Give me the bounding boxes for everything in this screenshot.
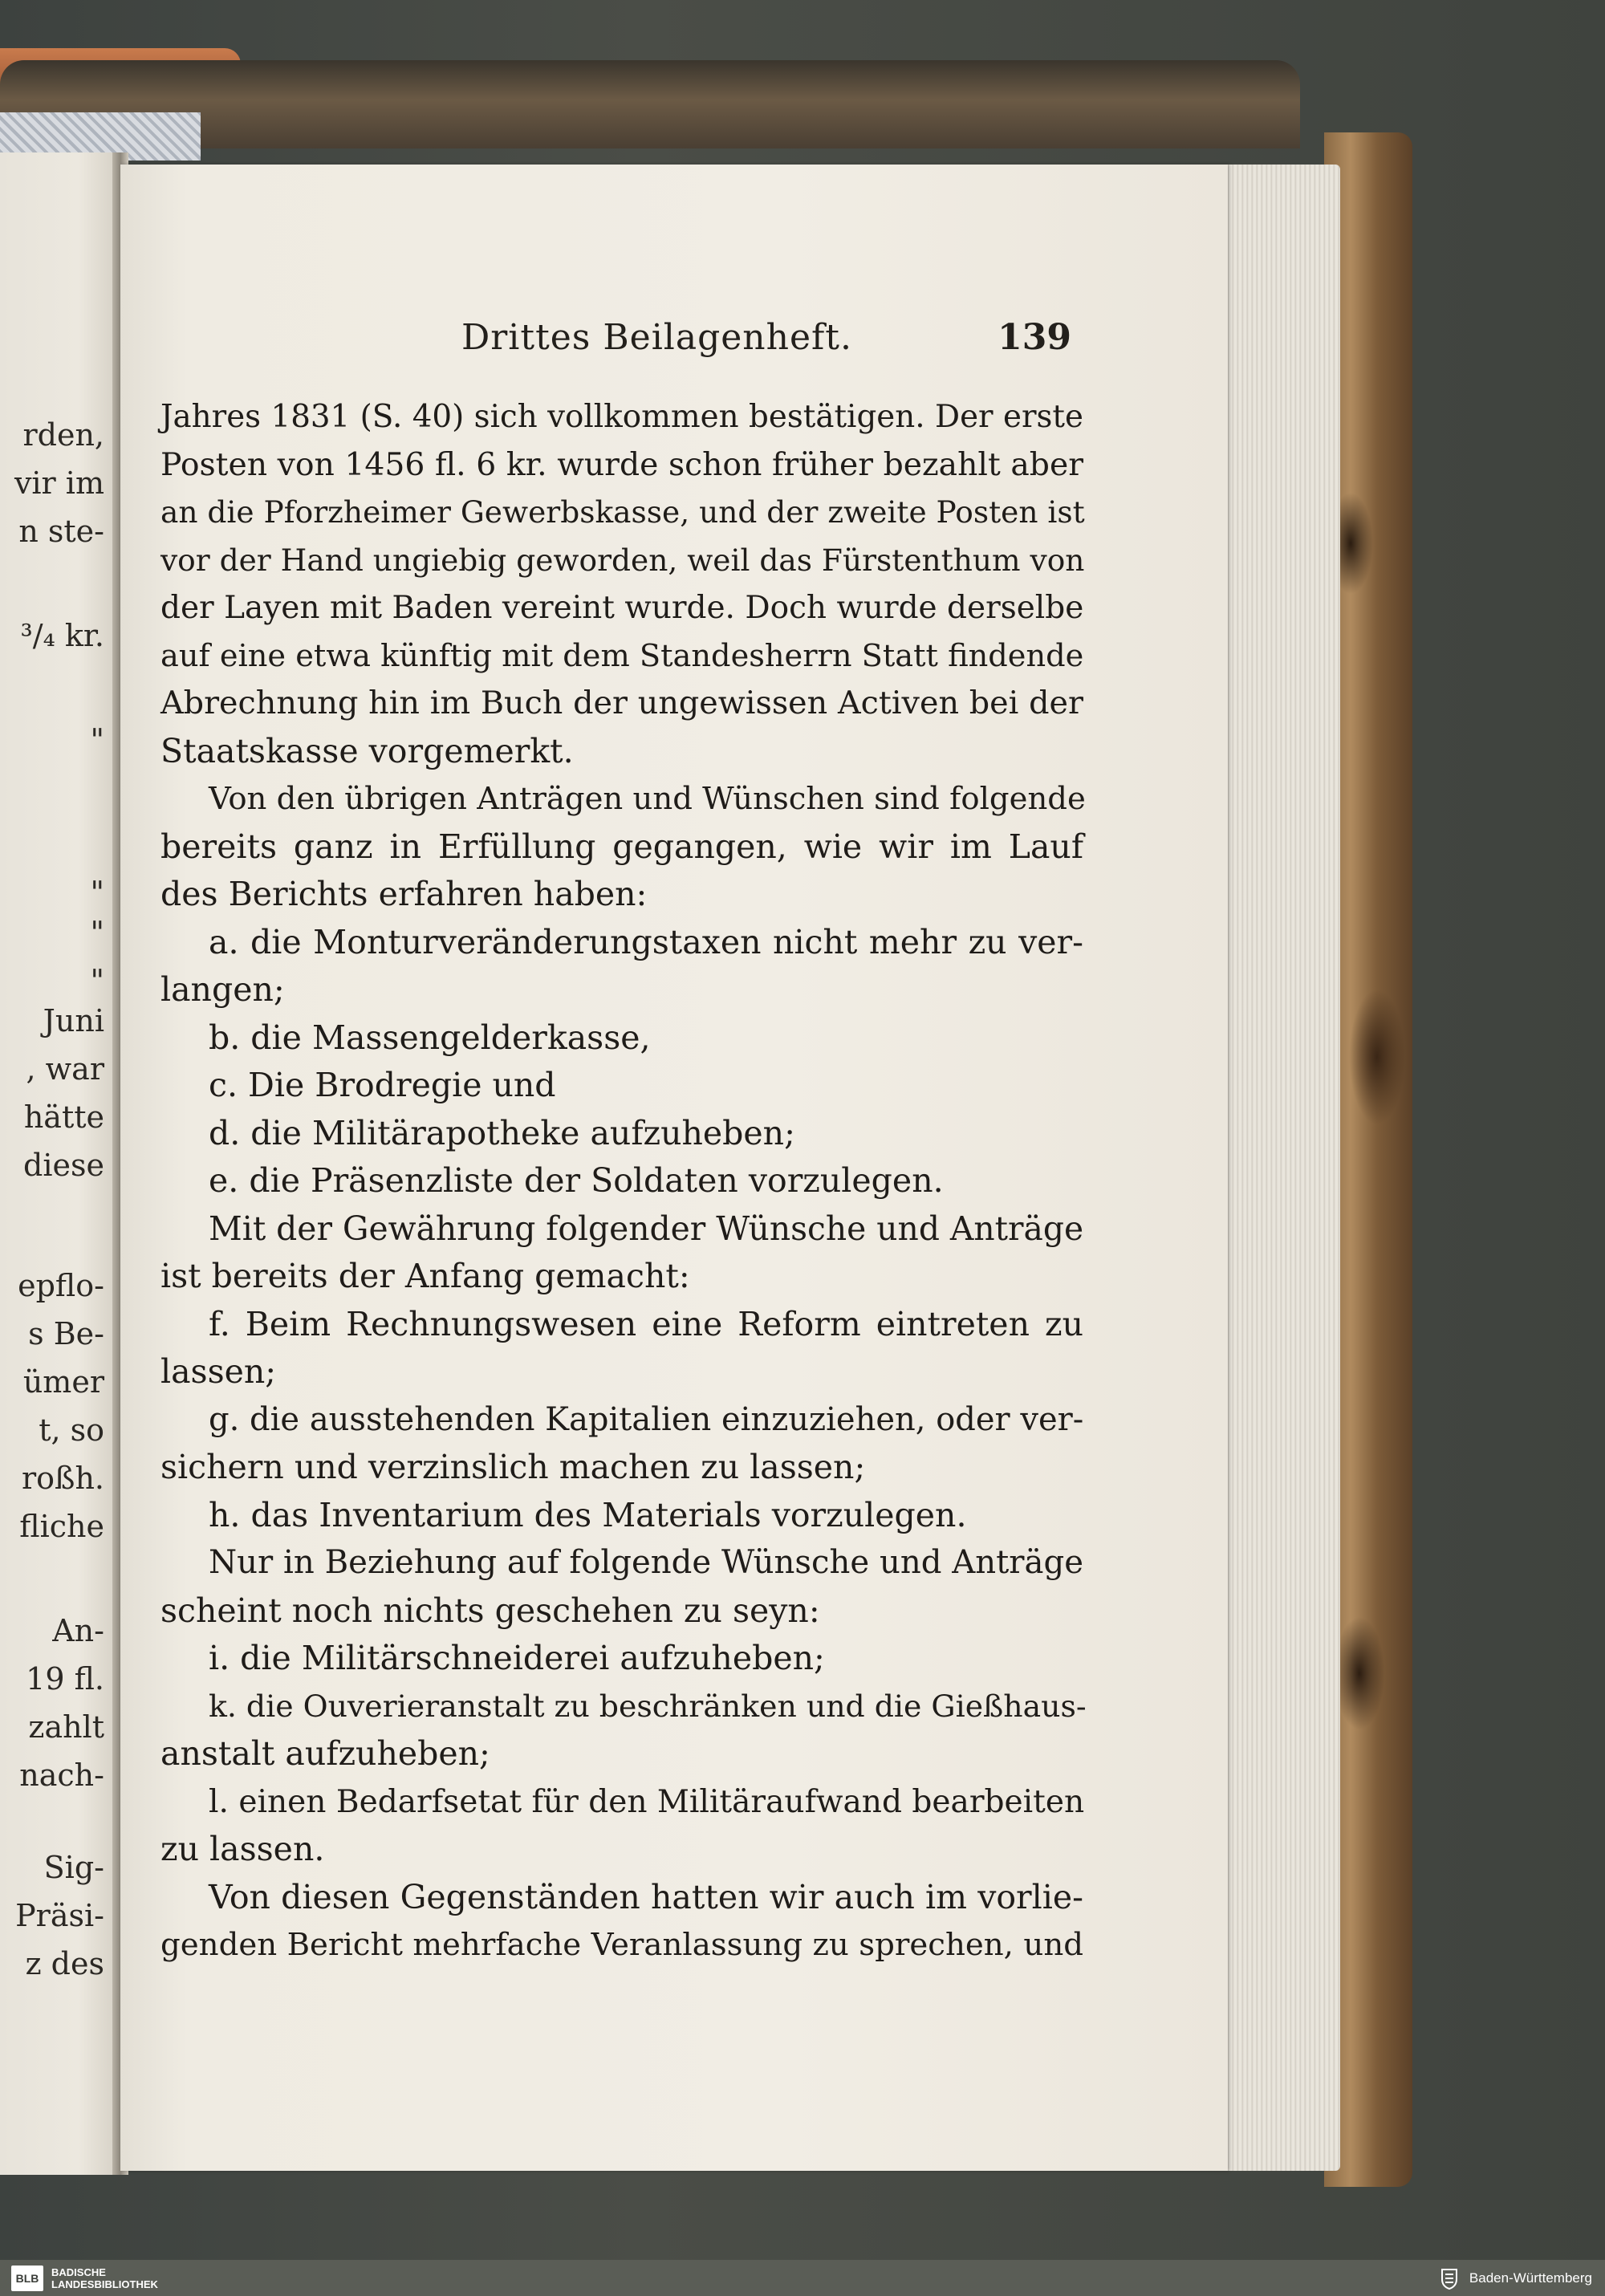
running-head-title: Drittes Beilagenheft. bbox=[461, 317, 852, 358]
left-page-text: ³/₄ kr. bbox=[20, 618, 104, 653]
left-page-text: t, so bbox=[39, 1412, 104, 1448]
list-item: l. einen Bedarfsetat für den Militäraufwand bearbeiten bbox=[209, 1783, 1085, 1820]
list-item: i. die Militärschneiderei aufzuheben; bbox=[209, 1639, 825, 1677]
text-line: genden Bericht mehrfache Veranlassung zu sprechen, und bbox=[160, 1927, 1083, 1963]
text-line: ist bereits der Anfang gemacht: bbox=[160, 1257, 690, 1295]
list-item: h. das Inventarium des Materials vorzulegen. bbox=[209, 1495, 967, 1534]
list-item: a. die Monturveränderungstaxen nicht mehr zu ver- bbox=[209, 922, 1083, 961]
left-page-text: " bbox=[90, 722, 104, 758]
left-page-text: zahlt bbox=[28, 1709, 104, 1745]
list-item: b. die Massengelderkasse, bbox=[209, 1018, 651, 1057]
bw-logo[interactable] bbox=[1437, 2265, 1592, 2292]
text-line: an die Pforzheimer Gewerbskasse, und der zweite Posten ist bbox=[160, 494, 1085, 530]
text-line: Jahres 1831 (S. 40) sich vollkommen bestätigen. Der erste bbox=[160, 399, 1083, 435]
left-page-text: vir im bbox=[14, 465, 104, 501]
text-line: bereits ganz in Erfüllung gegangen, wie wir im Lauf bbox=[160, 827, 1083, 866]
blb-badge: BLB bbox=[11, 2266, 43, 2291]
list-item: d. die Militärapotheke aufzuheben; bbox=[209, 1113, 795, 1152]
left-page-text: Juni bbox=[43, 1003, 104, 1038]
left-page-text: " bbox=[90, 875, 104, 910]
list-item: c. Die Brodregie und bbox=[209, 1066, 556, 1104]
left-page-text: n ste- bbox=[18, 514, 104, 549]
left-page-text: An- bbox=[52, 1613, 104, 1648]
text-line: Posten von 1456 fl. 6 kr. wurde schon früher bezahlt aber bbox=[160, 446, 1083, 483]
text-line: Mit der Gewährung folgender Wünsche und Anträge bbox=[209, 1209, 1084, 1248]
list-item: g. die ausstehenden Kapitalien einzuziehen, oder ver- bbox=[209, 1400, 1084, 1438]
text-line: Nur in Beziehung auf folgende Wünsche und Anträge bbox=[209, 1544, 1083, 1581]
page-edges bbox=[1220, 165, 1340, 2171]
text-line: anstalt aufzuheben; bbox=[160, 1734, 490, 1773]
left-page-fragment bbox=[0, 152, 112, 2175]
blb-name-line2: LANDESBIBLIOTHEK bbox=[51, 2278, 158, 2290]
left-page-text: fliche bbox=[19, 1509, 104, 1544]
body-text bbox=[160, 393, 1087, 1969]
text-line: langen; bbox=[160, 970, 285, 1009]
left-page-text: diese bbox=[23, 1148, 104, 1183]
list-item: k. die Ouverieranstalt zu beschränken und die Gießhaus- bbox=[209, 1688, 1087, 1724]
coat-of-arms-icon bbox=[1437, 2266, 1461, 2290]
text-line: zu lassen. bbox=[160, 1830, 325, 1868]
left-page-text: epflo- bbox=[18, 1268, 104, 1303]
text-line: der Layen mit Baden vereint wurde. Doch wurde derselbe bbox=[160, 590, 1084, 626]
left-page-text: , war bbox=[26, 1051, 104, 1087]
left-page-text: ümer bbox=[22, 1364, 104, 1400]
text-line: Abrechnung hin im Buch der ungewissen Activen bei der bbox=[160, 685, 1083, 721]
running-head bbox=[341, 317, 1071, 365]
text-line: vor der Hand ungiebig geworden, weil das Fürstenthum von bbox=[160, 542, 1085, 578]
text-line: auf eine etwa künftig mit dem Standesherrn Statt findende bbox=[160, 637, 1084, 674]
left-page-text: " bbox=[90, 915, 104, 950]
bw-name: Baden-Württemberg bbox=[1469, 2270, 1592, 2286]
list-item: e. die Präsenzliste der Soldaten vorzulegen. bbox=[209, 1161, 944, 1200]
left-page-text: nach- bbox=[19, 1758, 104, 1793]
left-page-text: rden, bbox=[22, 417, 104, 453]
left-page-text: " bbox=[90, 963, 104, 998]
left-page-text: Präsi- bbox=[15, 1898, 104, 1933]
left-page-text: hätte bbox=[23, 1099, 104, 1135]
list-item: f. Beim Rechnungswesen eine Reform eintreten zu bbox=[209, 1304, 1083, 1343]
left-page-text: Sig- bbox=[43, 1850, 104, 1885]
text-line: Von diesen Gegenständen hatten wir auch im vorlie- bbox=[209, 1877, 1083, 1916]
blb-name bbox=[51, 2266, 158, 2290]
page-number: 139 bbox=[998, 317, 1071, 358]
text-line: des Berichts erfahren haben: bbox=[160, 875, 648, 913]
left-page-text: roßh. bbox=[22, 1461, 104, 1496]
text-line: scheint noch nichts geschehen zu seyn: bbox=[160, 1591, 820, 1630]
left-page-text: s Be- bbox=[28, 1316, 104, 1351]
viewer-footer bbox=[0, 2260, 1605, 2296]
text-line: Von den übrigen Anträgen und Wünschen sind folgende bbox=[209, 781, 1086, 817]
left-page-text: 19 fl. bbox=[26, 1661, 104, 1697]
blb-name-line1: BADISCHE bbox=[51, 2266, 106, 2278]
text-line: Staatskasse vorgemerkt. bbox=[160, 731, 574, 770]
text-line: sichern und verzinslich machen zu lassen; bbox=[160, 1448, 866, 1486]
left-page-text: z des bbox=[25, 1946, 104, 1981]
blb-logo[interactable] bbox=[11, 2265, 158, 2292]
text-line: lassen; bbox=[160, 1352, 277, 1391]
